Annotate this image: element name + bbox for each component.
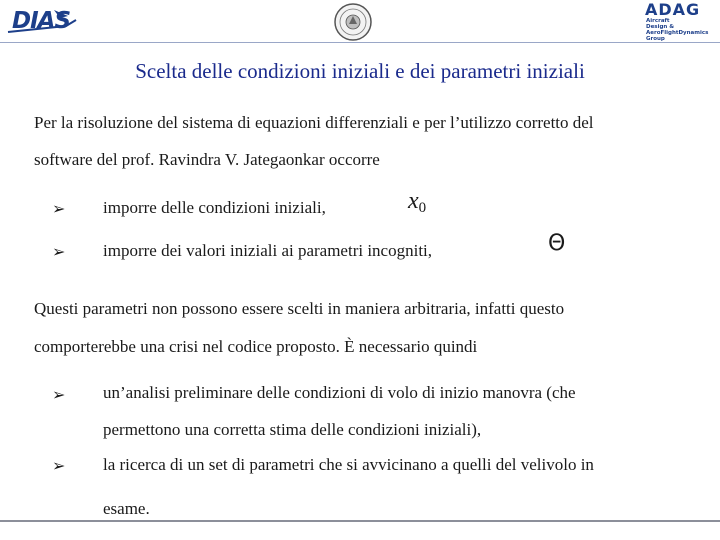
- adag-logo-subtitle: [646, 18, 720, 42]
- bullet-initial-conditions: imporre delle condizioni iniziali,: [103, 198, 326, 217]
- bullet-arrow-icon: ➢: [52, 242, 66, 261]
- bullet-arrow-icon: ➢: [52, 199, 66, 218]
- bullet-parameter-search-line-2: esame.: [103, 499, 150, 518]
- adag-logo-title: ADAG: [645, 0, 701, 19]
- bullet-arrow-icon: ➢: [52, 385, 66, 404]
- symbol-x0: [408, 188, 426, 217]
- bullet-preliminary-analysis-line-2: permettono una corretta stima delle condizioni iniziali),: [103, 420, 482, 439]
- symbol-x-subscript: 0: [418, 200, 427, 216]
- header-divider: [0, 42, 720, 43]
- symbol-theta: [548, 231, 578, 257]
- university-seal-icon: [333, 2, 373, 42]
- para2-line-2: comporterebbe una crisi nel codice proposto. È necessario quindi: [34, 337, 478, 356]
- bullet-arrow-icon: ➢: [52, 456, 66, 475]
- bullet-preliminary-analysis-line-1: un’analisi preliminare delle condizioni di volo di inizio manovra (che: [103, 383, 576, 402]
- symbol-theta-text: Θ: [548, 231, 566, 256]
- adag-logo-line: AeroFlightDynamics: [646, 30, 709, 36]
- para2-line-1: Questi parametri non possono essere scelti in maniera arbitraria, infatti questo: [34, 299, 565, 318]
- dias-logo-text: DIAS: [12, 8, 71, 34]
- intro-text-line-2: software del prof. Ravindra V. Jategaonkar occorre: [34, 150, 380, 169]
- dias-logo: [6, 6, 78, 36]
- intro-text-line-1: Per la risoluzione del sistema di equazioni differenziali e per l’utilizzo corretto del: [34, 113, 594, 132]
- footer-divider: [0, 520, 720, 522]
- slide-header: [0, 0, 720, 44]
- bullet-initial-parameters: imporre dei valori iniziali ai parametri incogniti,: [103, 241, 433, 260]
- bullet-parameter-search-line-1: la ricerca di un set di parametri che si avvicinano a quelli del velivolo in: [103, 455, 594, 474]
- adag-logo: [642, 0, 720, 42]
- symbol-x: x: [408, 188, 419, 214]
- slide-title: Scelta delle condizioni iniziali e dei parametri iniziali: [135, 59, 585, 83]
- adag-logo-line: Design &: [646, 24, 675, 30]
- adag-logo-line: Group: [646, 36, 665, 42]
- adag-logo-line: Aircraft: [646, 18, 670, 24]
